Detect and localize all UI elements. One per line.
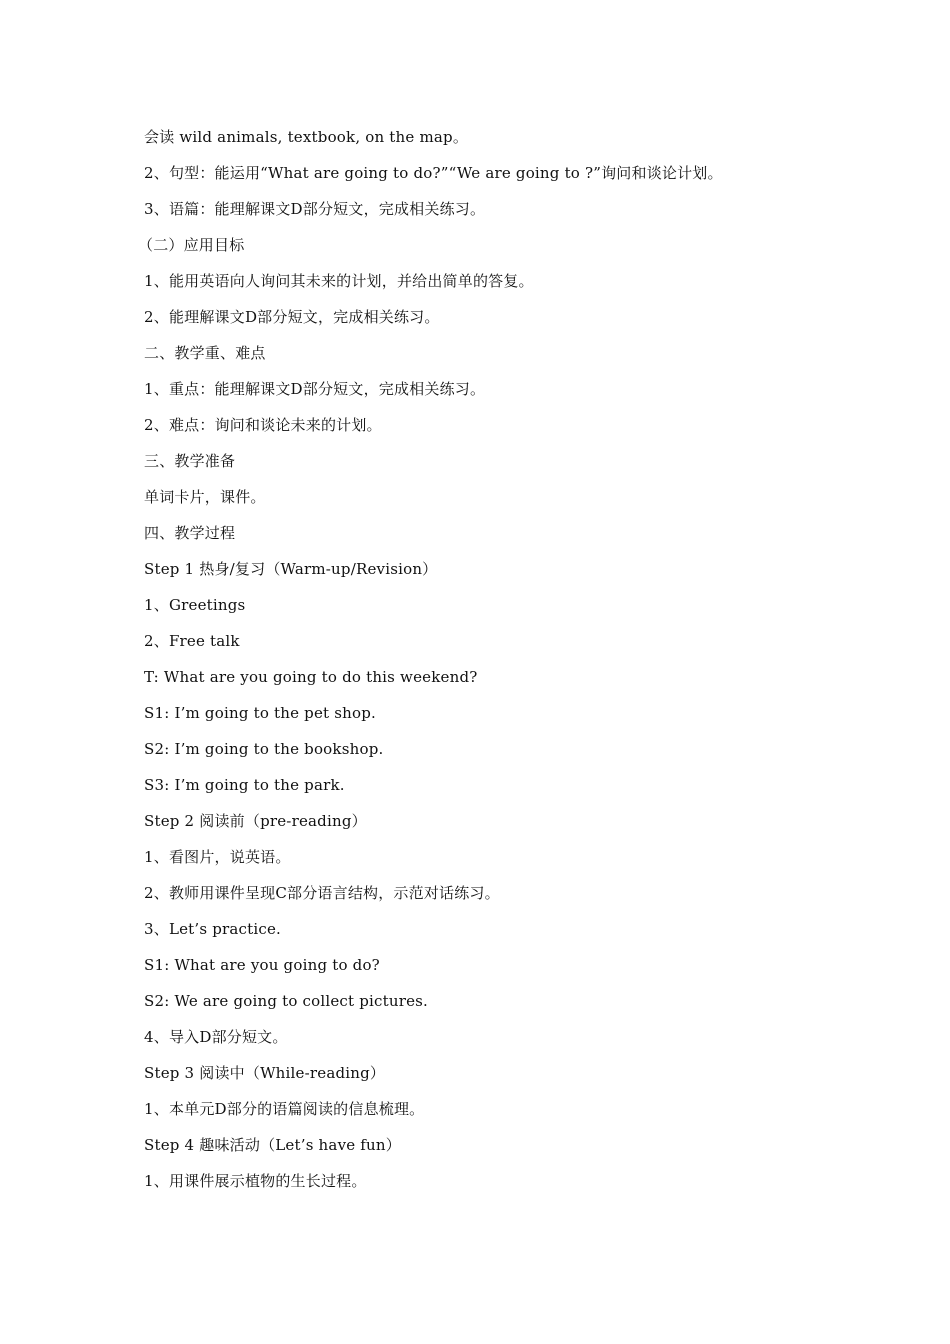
text-line-reading-info: 1、本单元D部分的语篇阅读的信息梳理。: [144, 1100, 425, 1118]
text-line-lets-practice: 3、Let’s practice.: [144, 920, 282, 938]
text-line-sentence-pattern: 2、句型：能运用“What are going to do?”“We are going to ?”询问和谈论计划。: [144, 164, 723, 182]
dialogue-line-s2: S2: I’m going to the bookshop.: [144, 740, 384, 758]
text-line-discourse: 3、语篇：能理解课文D部分短文，完成相关练习。: [144, 200, 486, 218]
text-line-introduce-d: 4、导入D部分短文。: [144, 1028, 288, 1046]
section-heading-key-points: 二、教学重、难点: [144, 344, 266, 362]
text-line-courseware-c: 2、教师用课件呈现C部分语言结构，示范对话练习。: [144, 884, 500, 902]
text-line-application-1: 1、能用英语向人询问其未来的计划，并给出简单的答复。: [144, 272, 534, 290]
dialogue-line-practice-s2: S2: We are going to collect pictures.: [144, 992, 429, 1010]
text-line-key-point: 1、重点：能理解课文D部分短文，完成相关练习。: [144, 380, 486, 398]
dialogue-line-practice-s1: S1: What are you going to do?: [144, 956, 380, 974]
text-line-vocabulary: 会读 wild animals, textbook, on the map。: [144, 128, 469, 146]
step-heading-2: Step 2 阅读前（pre-reading）: [144, 812, 367, 830]
section-heading-preparation: 三、教学准备: [144, 452, 236, 470]
step-heading-4: Step 4 趣味活动（Let’s have fun）: [144, 1136, 401, 1154]
step-heading-1: Step 1 热身/复习（Warm-up/Revision）: [144, 560, 438, 578]
text-line-preparation: 单词卡片，课件。: [144, 488, 266, 506]
text-line-greetings: 1、Greetings: [144, 596, 246, 614]
dialogue-line-s1: S1: I’m going to the pet shop.: [144, 704, 376, 722]
step-heading-3: Step 3 阅读中（While-reading）: [144, 1064, 386, 1082]
document-body: [138, 124, 884, 1204]
dialogue-line-teacher: T: What are you going to do this weekend?: [144, 668, 478, 686]
text-line-application-2: 2、能理解课文D部分短文，完成相关练习。: [144, 308, 440, 326]
text-line-look-pictures: 1、看图片，说英语。: [144, 848, 291, 866]
dialogue-line-s3: S3: I’m going to the park.: [144, 776, 345, 794]
section-heading-application-goals: （二）应用目标: [138, 236, 245, 254]
section-heading-teaching-process: 四、教学过程: [144, 524, 236, 542]
text-line-free-talk: 2、Free talk: [144, 632, 240, 650]
text-line-difficult-point: 2、难点：询问和谈论未来的计划。: [144, 416, 382, 434]
text-line-plant-growth: 1、用课件展示植物的生长过程。: [144, 1172, 367, 1190]
